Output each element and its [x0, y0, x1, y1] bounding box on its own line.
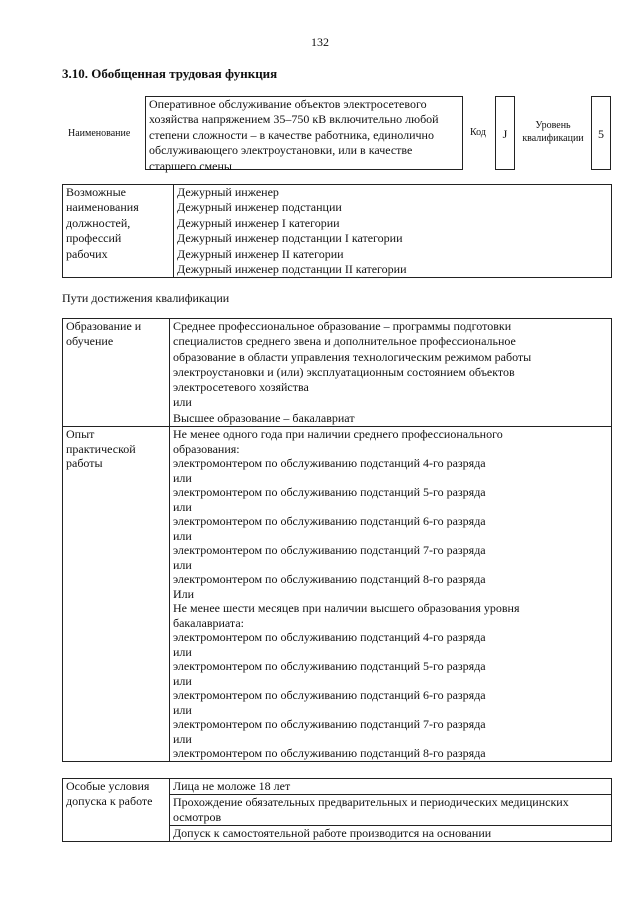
section-title: 3.10. Обобщенная трудовая функция: [62, 66, 278, 81]
special-condition-item: Прохождение обязательных предварительных и периодических медицинских осмотров: [170, 795, 612, 826]
experience-content: [170, 427, 612, 762]
special-condition-item: Лица не моложе 18 лет: [170, 779, 612, 795]
education-header-line: Образование и: [66, 319, 142, 333]
experience-line: или: [173, 702, 192, 717]
education-header-line: обучение: [66, 334, 114, 349]
function-name-line: хозяйства напряжением 35–750 кВ включительно любой: [149, 112, 439, 127]
function-name-line: Оперативное обслуживание объектов электросетевого: [149, 97, 427, 111]
code-value: J: [495, 96, 515, 170]
experience-line: или: [173, 557, 192, 572]
positions-table: [62, 184, 612, 278]
education-line: или: [173, 395, 192, 410]
education-line: Среднее профессиональное образование – программы подготовки: [173, 319, 512, 333]
experience-header: [63, 427, 170, 762]
experience-row: [63, 427, 612, 762]
experience-line: Не менее одного года при наличии среднего профессионального: [173, 427, 503, 442]
special-condition-item: Допуск к самостоятельной работе производится на основании: [170, 826, 612, 842]
experience-line: или: [173, 644, 192, 659]
qualification-paths-table: [62, 318, 612, 762]
page-number: 132: [311, 35, 329, 49]
paths-title: Пути достижения квалификации: [62, 291, 230, 305]
experience-line: или: [173, 731, 192, 746]
experience-line: Или: [173, 586, 195, 601]
education-line: специалистов среднего звена и дополнительное профессиональное: [173, 334, 516, 349]
function-name-line: старшего смены: [149, 158, 232, 173]
level-label: [517, 119, 589, 145]
experience-line: электромонтером по обслуживанию подстанций 5-го разряда: [173, 485, 486, 500]
education-line: Высшее образование – бакалавриат: [173, 410, 355, 425]
function-name-line: степени сложности – в качестве работника, единолично: [149, 127, 434, 142]
experience-header-line: Опыт: [66, 427, 95, 442]
experience-line: или: [173, 470, 192, 485]
position-item: Дежурный инженер подстанции I категории: [177, 231, 403, 246]
education-row: [63, 319, 612, 427]
positions-header-line: наименования: [66, 200, 139, 215]
level-value: 5: [591, 96, 611, 170]
position-item: Дежурный инженер: [177, 185, 279, 199]
positions-header-line: должностей,: [66, 215, 131, 230]
experience-line: или: [173, 673, 192, 688]
experience-line: электромонтером по обслуживанию подстанций 6-го разряда: [173, 514, 486, 529]
positions-header-line: Возможные: [66, 185, 126, 199]
experience-line: электромонтером по обслуживанию подстанций 7-го разряда: [173, 543, 486, 558]
experience-line: или: [173, 528, 192, 543]
positions-header-line: профессий: [66, 231, 122, 246]
level-label-line: Уровень: [535, 120, 571, 131]
position-item: Дежурный инженер I категории: [177, 215, 340, 230]
experience-line: образования:: [173, 441, 240, 456]
special-conditions-table: [62, 778, 612, 842]
experience-line: электромонтером по обслуживанию подстанций 5-го разряда: [173, 659, 486, 674]
position-item: Дежурный инженер II категории: [177, 246, 344, 261]
level-label-line: квалификации: [522, 133, 584, 144]
experience-header-line: работы: [66, 456, 103, 471]
position-item: Дежурный инженер подстанции: [177, 200, 342, 215]
experience-line: бакалавриата:: [173, 615, 244, 630]
code-label: Код: [470, 127, 486, 138]
experience-line: электромонтером по обслуживанию подстанций 4-го разряда: [173, 456, 486, 471]
education-content: [170, 319, 612, 427]
education-line: электросетевого хозяйства: [173, 380, 309, 395]
experience-line: электромонтером по обслуживанию подстанций 8-го разряда: [173, 746, 486, 761]
positions-header-line: рабочих: [66, 246, 108, 261]
special-conditions-header-line: допуска к работе: [66, 794, 153, 808]
special-conditions-header-line: Особые условия: [66, 779, 150, 793]
function-name-box: [145, 96, 463, 173]
experience-line: или: [173, 499, 192, 514]
name-label: Наименование: [68, 128, 131, 139]
education-line: образование в области управления технологическим режимом работы: [173, 349, 532, 364]
education-header: [63, 319, 170, 427]
experience-header-line: практической: [66, 441, 136, 456]
function-name-line: обслуживающего электроустановки, или в качестве: [149, 143, 413, 158]
experience-line: электромонтером по обслуживанию подстанций 6-го разряда: [173, 688, 486, 703]
special-conditions-header: [63, 779, 170, 842]
positions-list: [174, 185, 612, 278]
experience-line: электромонтером по обслуживанию подстанций 7-го разряда: [173, 717, 486, 732]
positions-header: [63, 185, 174, 278]
experience-line: Не менее шести месяцев при наличии высшего образования уровня: [173, 601, 520, 616]
position-item: Дежурный инженер подстанции II категории: [177, 262, 407, 277]
experience-line: электромонтером по обслуживанию подстанций 8-го разряда: [173, 572, 486, 587]
experience-line: электромонтером по обслуживанию подстанций 4-го разряда: [173, 630, 486, 645]
education-line: электроустановки и (или) эксплуатационным состоянием объектов: [173, 364, 515, 379]
